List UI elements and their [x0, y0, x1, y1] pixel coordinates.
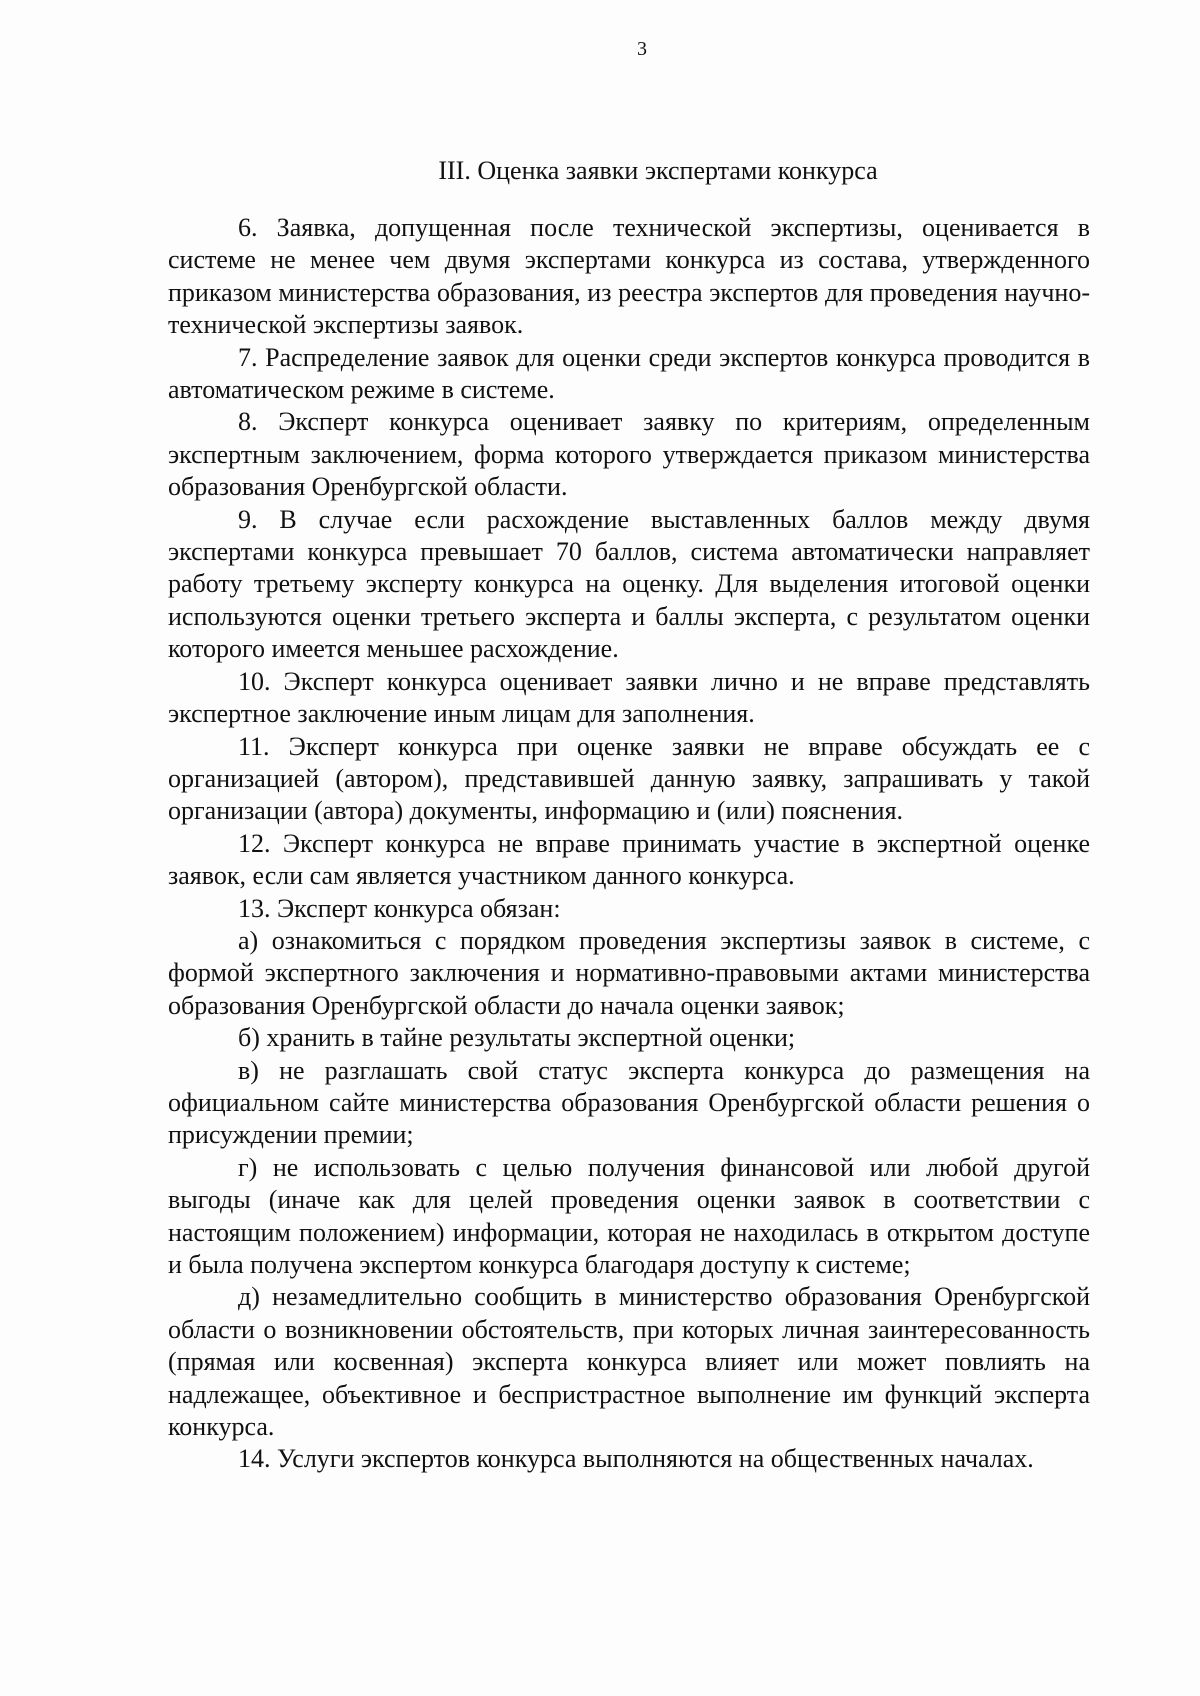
page-number: 3	[637, 38, 647, 60]
paragraph-14: 14. Услуги экспертов конкурса выполняются на общественных началах.	[238, 1444, 1034, 1474]
paragraph-12: 12. Эксперт конкурса не вправе принимать участие в экспертной оценке заявок, если сам является участником данного конкурса.	[168, 828, 1090, 891]
section-title: III. Оценка заявки экспертами конкурса	[438, 156, 878, 185]
paragraph-13-b: б) хранить в тайне результаты экспертной оценки;	[238, 1023, 796, 1053]
paragraph-9: 9. В случае если расхождение выставленных баллов между двумя экспертами конкурса превышает 70 баллов, система автоматически направляет работу третьему эксперту конкурса на оценку. Для выделения итоговой оценки используются оценки третьего эксперта и баллы эксперта, с результатом оценки которого имеется меньшее расхождение.	[168, 504, 1090, 664]
paragraph-13-a: а) ознакомиться с порядком проведения экспертизы заявок в системе, с формой экспертного заключения и нормативно-правовыми актами министерства образования Оренбургской области до начала оценки заявок;	[168, 925, 1090, 1020]
paragraph-6: 6. Заявка, допущенная после технической экспертизы, оценивается в системе не менее чем двумя экспертами конкурса из состава, утвержденного приказом министерства образования, из реестра экспертов для проведения научно-технической экспертизы заявок.	[168, 213, 1090, 340]
paragraph-13-d: д) незамедлительно сообщить в министерство образования Оренбургской области о возникновении обстоятельств, при которых личная заинтересованность (прямая или косвенная) эксперта конкурса влияет или может повлиять на надлежащее, объективное и беспристрастное выполнение им функций эксперта конкурса.	[168, 1282, 1090, 1442]
paragraph-13: 13. Эксперт конкурса обязан:	[238, 893, 561, 923]
paragraph-11: 11. Эксперт конкурса при оценке заявки не вправе обсуждать ее с организацией (автором), представившей данную заявку, запрашивать у такой организации (автора) документы, информацию и (или) пояснения.	[168, 731, 1090, 826]
paragraph-13-v: в) не разглашать свой статус эксперта конкурса до размещения на официальном сайте министерства образования Оренбургской области решения о присуждении премии;	[168, 1055, 1090, 1150]
paragraph-7: 7. Распределение заявок для оценки среди экспертов конкурса проводится в автоматическом режиме в системе.	[168, 342, 1090, 405]
paragraph-13-g: г) не использовать с целью получения финансовой или любой другой выгоды (иначе как для целей проведения оценки заявок в соответствии с настоящим положением) информации, которая не находилась в открытом доступе и была получена экспертом конкурса благодаря доступу к системе;	[168, 1152, 1090, 1279]
paragraph-8: 8. Эксперт конкурса оценивает заявку по критериям, определенным экспертным заключением, форма которого утверждается приказом министерства образования Оренбургской области.	[168, 407, 1090, 502]
document-body	[168, 212, 1090, 1476]
paragraph-10: 10. Эксперт конкурса оценивает заявки лично и не вправе представлять экспертное заключение иным лицам для заполнения.	[168, 666, 1090, 729]
